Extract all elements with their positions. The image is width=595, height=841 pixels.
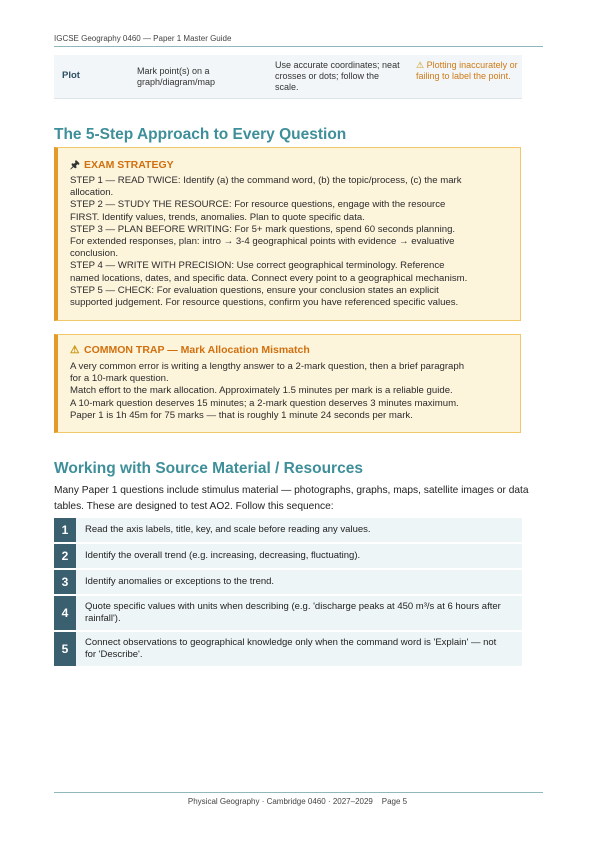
step-number: 2 xyxy=(54,544,76,568)
footer-divider xyxy=(54,792,543,793)
strategy-line: allocation. xyxy=(70,187,114,199)
step-text: Identify anomalies or exceptions to the trend. xyxy=(85,576,275,587)
strategy-line: STEP 2 — STUDY THE RESOURCE: For resource questions, engage with the resource xyxy=(70,199,446,211)
step-number: 3 xyxy=(54,570,76,594)
section-intro: Many Paper 1 questions include stimulus material — photographs, graphs, maps, satellite images or data tables. These are designed to test AO2. Follow this sequence: xyxy=(54,485,529,512)
step-text: Identify the overall trend (e.g. increasing, decreasing, fluctuating). xyxy=(85,550,361,561)
exam-strategy-title xyxy=(70,157,174,175)
pin-icon: 🖈 xyxy=(70,159,80,171)
section-heading-five-step: The 5-Step Approach to Every Question xyxy=(54,126,347,143)
strategy-line: For extended responses, plan: intro → 3-4 geographical points with evidence → evaluative xyxy=(70,236,455,248)
step-text: Read the axis labels, title, key, and scale before reading any values. xyxy=(85,524,371,535)
common-trap-title xyxy=(70,344,310,356)
step-number: 5 xyxy=(54,632,76,666)
warning-icon: ⚠ xyxy=(70,344,80,356)
trap-line: Paper 1 is 1h 45m for 75 marks — that is roughly 1 minute 24 seconds per mark. xyxy=(70,409,413,421)
page-footer: Physical Geography · Cambridge 0460 · 2027–2029 Page 5 xyxy=(187,797,408,806)
header-divider xyxy=(54,46,543,47)
strategy-line: conclusion. xyxy=(70,248,118,260)
trap-line: A 10-mark question deserves 15 minutes; a 2-mark question deserves 3 minutes maximum. xyxy=(70,397,459,409)
common-trap-title-text: COMMON TRAP — Mark Allocation Mismatch xyxy=(84,344,310,356)
running-header: IGCSE Geography 0460 — Paper 1 Master Guide xyxy=(54,34,232,43)
exam-strategy-body xyxy=(70,175,522,309)
pitfall-text: Plotting inaccurately or failing to label the point. xyxy=(416,60,518,81)
list-item xyxy=(54,544,522,570)
exam-strategy-callout xyxy=(54,147,521,321)
step-text: Connect observations to geographical knowledge only when the command word is 'Explain' — not for 'Describe'. xyxy=(85,637,497,660)
strategy-line: supported judgement. For resource questions, confirm you have referenced specific values. xyxy=(70,297,459,309)
how-cell: Use accurate coordinates; neat crosses or dots; follow the scale. xyxy=(275,60,400,92)
strategy-line: named locations, dates, and specific data. Connect every point to a geographical mechanism. xyxy=(70,272,468,284)
strategy-line: STEP 4 — WRITE WITH PRECISION: Use correct geographical terminology. Reference xyxy=(70,260,445,272)
strategy-line: FIRST. Identify values, trends, anomalies. Plan to quote specific data. xyxy=(70,211,365,223)
trap-line: Match effort to the mark allocation. Approximately 1.5 minutes per mark is a reliable guide. xyxy=(70,385,453,397)
step-text: Quote specific values with units when describing (e.g. 'discharge peaks at 450 m³/s at 6 hours after rainfall'). xyxy=(85,601,501,624)
list-item xyxy=(54,518,522,544)
strategy-line: STEP 1 — READ TWICE: Identify (a) the command word, (b) the topic/process, (c) the mark xyxy=(70,175,462,186)
list-item xyxy=(54,596,522,632)
term-cell: Plot xyxy=(62,70,80,81)
list-item xyxy=(54,570,522,596)
section-heading-source-material: Working with Source Material / Resources xyxy=(54,460,363,477)
exam-strategy-title-text: EXAM STRATEGY xyxy=(84,159,174,171)
common-trap-body xyxy=(70,361,522,422)
step-number: 4 xyxy=(54,596,76,630)
trap-line: A very common error is writing a lengthy answer to a 2-mark question, then a brief paragraph xyxy=(70,361,465,372)
trap-line: for a 10-mark question. xyxy=(70,373,169,385)
strategy-line: STEP 5 — CHECK: For evaluation questions, ensure your conclusion states an explicit xyxy=(70,284,439,296)
step-number: 1 xyxy=(54,518,76,542)
meaning-cell: Mark point(s) on a graph/diagram/map xyxy=(137,66,216,87)
list-item xyxy=(54,632,522,668)
common-trap-callout xyxy=(54,334,521,433)
pitfall-cell xyxy=(416,60,522,82)
warning-icon: ⚠ xyxy=(416,60,425,70)
table-row xyxy=(54,55,522,99)
strategy-line: STEP 3 — PLAN BEFORE WRITING: For 5+ mark questions, spend 60 seconds planning. xyxy=(70,223,456,235)
source-steps-list xyxy=(54,518,522,668)
